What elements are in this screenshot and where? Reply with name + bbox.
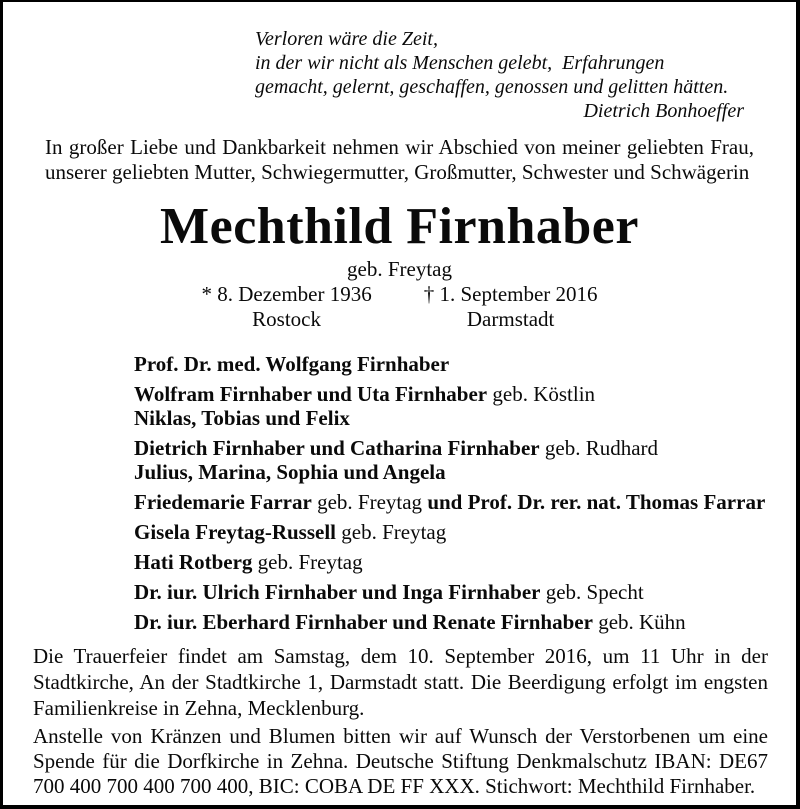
mourner-name: Julius, Marina, Sophia und Angela bbox=[134, 460, 446, 484]
mourner-name: Dr. iur. Ulrich Firnhaber und Inga Firnhaber bbox=[134, 580, 541, 604]
memorial-quote bbox=[255, 27, 744, 123]
mourner-name: Prof. Dr. med. Wolfgang Firnhaber bbox=[134, 352, 450, 376]
mourner-group bbox=[134, 610, 766, 634]
birth-date: 8. Dezember 1936 bbox=[217, 282, 372, 306]
mourner-line bbox=[134, 610, 766, 634]
quote-line: gemacht, gelernt, geschaffen, genossen und gelitten hätten. bbox=[255, 76, 729, 98]
mourner-name: Niklas, Tobias und Felix bbox=[134, 406, 350, 430]
mourner-name: Dietrich Firnhaber und Catharina Firnhaber bbox=[134, 436, 540, 460]
mourner-line bbox=[134, 352, 766, 376]
mourner-name: und Prof. Dr. rer. nat. Thomas Farrar bbox=[427, 490, 766, 514]
mourner-line bbox=[134, 436, 766, 460]
maiden-name-suffix: geb. Freytag bbox=[336, 520, 447, 544]
life-dates bbox=[3, 282, 796, 332]
death-date: 1. September 2016 bbox=[439, 282, 598, 306]
mourner-line bbox=[134, 490, 766, 514]
mourner-name: Friedemarie Farrar bbox=[134, 490, 312, 514]
mourner-group bbox=[134, 436, 766, 484]
maiden-name-suffix: geb. Kühn bbox=[592, 610, 686, 634]
mourner-line bbox=[134, 382, 766, 406]
mourner-group bbox=[134, 550, 766, 574]
mourner-name: Hati Rotberg bbox=[134, 550, 253, 574]
intro-text: In großer Liebe und Dankbarkeit nehmen wir Abschied von meiner geliebten Frau, unserer geliebten Mutter, Schwiegermutter, Großmutter, Schwester und Schwägerin bbox=[45, 135, 754, 184]
death-info bbox=[424, 282, 598, 332]
mourner-name: Wolfram Firnhaber und Uta Firnhaber bbox=[134, 382, 488, 406]
quote-line: Verloren wäre die Zeit, bbox=[255, 28, 438, 50]
maiden-name-suffix: geb. Specht bbox=[540, 580, 644, 604]
birth-place: Rostock bbox=[252, 307, 322, 331]
mourner-group bbox=[134, 490, 766, 514]
birth-date-line bbox=[201, 282, 371, 307]
mourner-line bbox=[134, 406, 766, 430]
mourners-list bbox=[134, 352, 766, 634]
maiden-name: geb. Freytag bbox=[347, 257, 452, 281]
donation-info: Anstelle von Kränzen und Blumen bitten wir auf Wunsch der Verstorbenen um eine Spende für die Dorfkirche in Zehna. Deutsche Stiftung Denkmalschutz IBAN: DE67 700 400 700 400 700 400, BIC: COBA DE FF XXX. Stichwort: Mechthild Firnhaber. bbox=[33, 724, 768, 798]
mourner-line bbox=[134, 460, 766, 484]
death-date-line bbox=[424, 282, 598, 307]
mourner-line bbox=[134, 550, 766, 574]
maiden-name-suffix: geb. Freytag bbox=[311, 490, 428, 514]
mourner-line bbox=[134, 580, 766, 604]
death-cross-symbol: † bbox=[423, 282, 435, 306]
mourner-name: Dr. iur. Eberhard Firnhaber und Renate Firnhaber bbox=[134, 610, 593, 634]
mourner-group bbox=[134, 382, 766, 430]
quote-author: Dietrich Bonhoeffer bbox=[583, 100, 744, 122]
maiden-name-suffix: geb. Köstlin bbox=[487, 382, 596, 406]
death-place: Darmstadt bbox=[466, 307, 555, 331]
quote-line: in der wir nicht als Menschen gelebt, Erfahrungen bbox=[255, 52, 665, 74]
maiden-name-suffix: geb. Rudhard bbox=[539, 436, 659, 460]
mourner-group bbox=[134, 580, 766, 604]
funeral-info: Die Trauerfeier findet am Samstag, dem 10. September 2016, um 11 Uhr in der Stadtkirche, An der Stadtkirche 1, Darmstadt statt. Die Beerdigung erfolgt im engsten Familienkreise in Zehna, Mecklenburg. bbox=[33, 644, 768, 720]
mourner-name: Gisela Freytag-Russell bbox=[134, 520, 337, 544]
maiden-name-suffix: geb. Freytag bbox=[252, 550, 363, 574]
birth-info bbox=[201, 282, 371, 332]
mourner-group bbox=[134, 352, 766, 376]
mourner-line bbox=[134, 520, 766, 544]
mourner-group bbox=[134, 520, 766, 544]
birth-symbol: * bbox=[201, 282, 212, 306]
deceased-name: Mechthild Firnhaber bbox=[160, 198, 639, 255]
